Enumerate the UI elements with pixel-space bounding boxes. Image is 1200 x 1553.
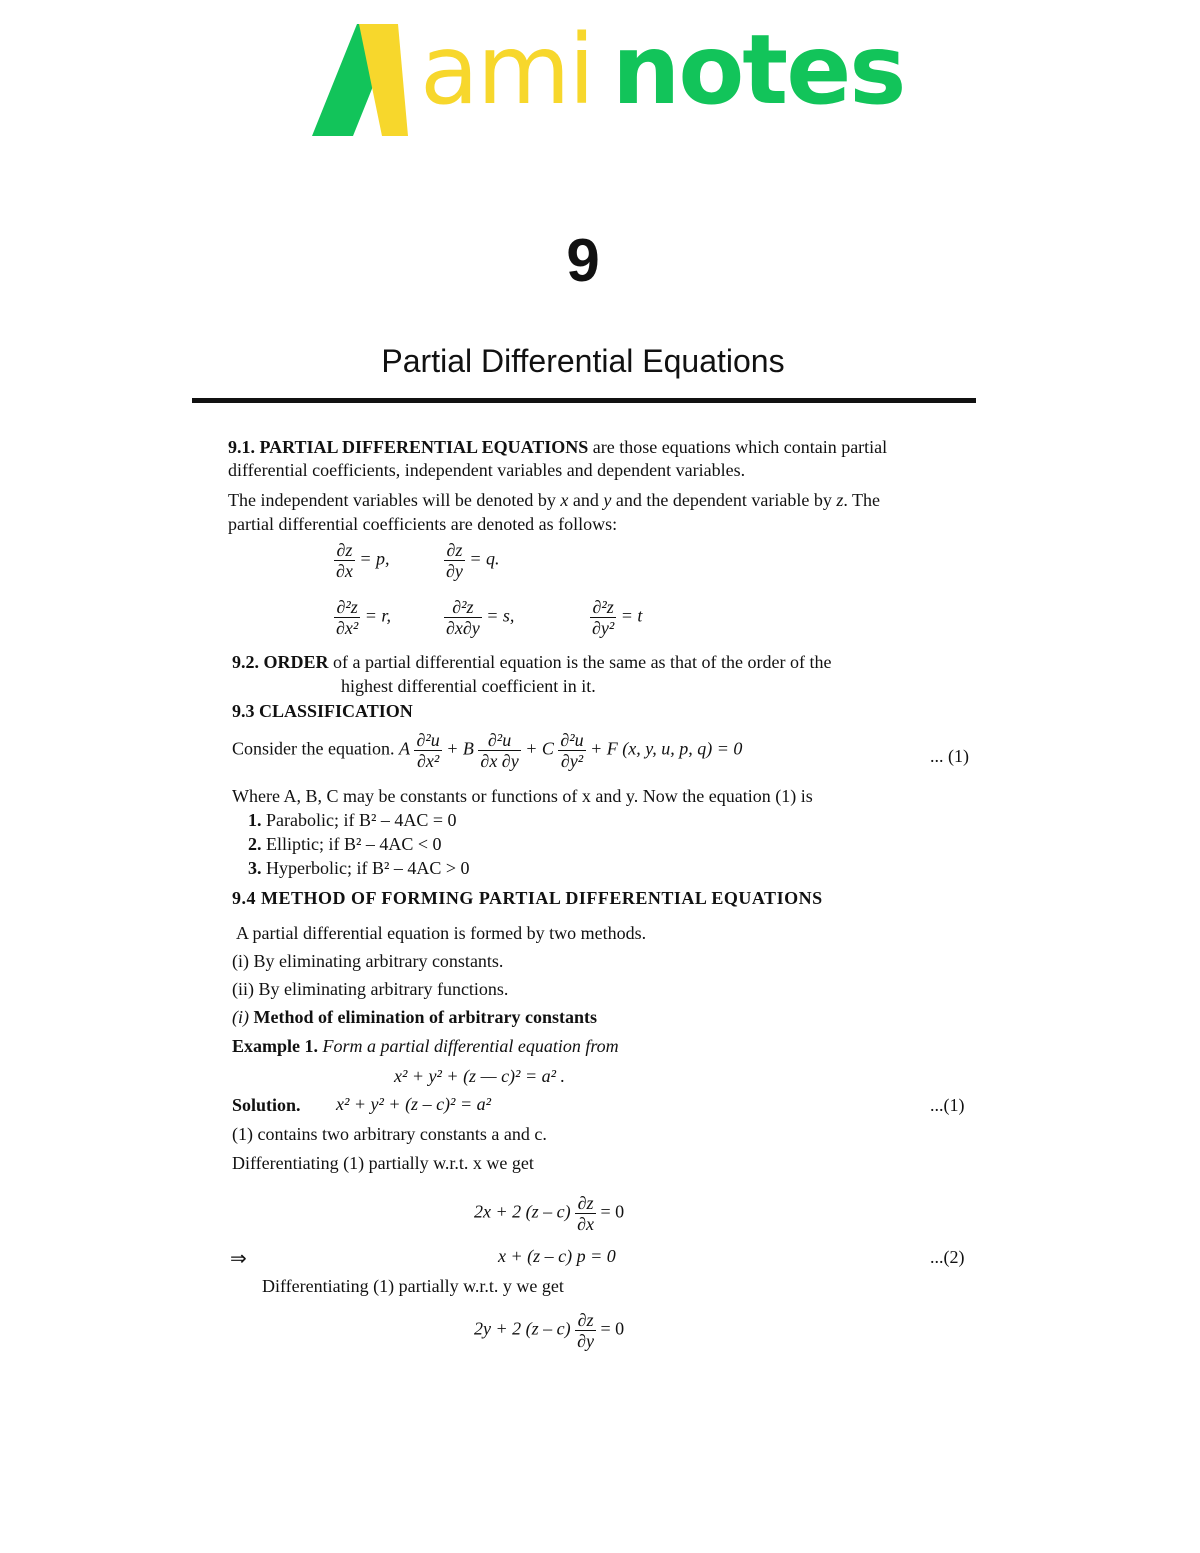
- s91-line2: differential coefficients, independent variables and dependent variables.: [228, 460, 746, 480]
- title-divider: [192, 398, 976, 403]
- diff-x-line: Differentiating (1) partially w.r.t. x we get: [232, 1153, 534, 1173]
- eq1-number: ... (1): [930, 746, 969, 766]
- diff-y-line: Differentiating (1) partially w.r.t. y we get: [262, 1276, 564, 1296]
- equation-2-number: ...(2): [930, 1247, 965, 1267]
- s91-text1: are those equations which contain partial: [588, 437, 888, 457]
- solution-label: Solution.: [232, 1095, 301, 1115]
- s94-intro: A partial differential equation is formed by two methods.: [236, 923, 647, 943]
- s94-method-1: (i) By eliminating arbitrary constants.: [232, 951, 504, 971]
- s91-line1: [228, 436, 887, 458]
- implies-icon: ⇒: [230, 1248, 247, 1270]
- solution-equation: x² + y² + (z – c)² = a²: [336, 1094, 491, 1114]
- s93-where: Where A, B, C may be constants or functions of x and y. Now the equation (1) is: [232, 786, 813, 806]
- coeff-s: $\frac{\text{∂²z}}{\partial x\partial y}$ = s,: [446, 597, 515, 638]
- s91-line3: The independent variables will be denoted by x and y and the dependent variable by z. The: [228, 490, 881, 510]
- s92-line2: highest differential coefficient in it.: [341, 676, 596, 696]
- coeff-t: $\frac{\text{∂²z}}{\text{∂y²}}$ = t: [592, 597, 643, 638]
- class-item-3: 3. Hyperbolic; if B² – 4AC > 0: [248, 858, 470, 878]
- contains-line: (1) contains two arbitrary constants a and c.: [232, 1124, 547, 1144]
- dz-dy-equation: 2y + 2 (z – c) $\frac{\partial z}{\partial y}$ = 0: [474, 1310, 625, 1351]
- chapter-number: 9: [566, 227, 600, 294]
- s91-line4: partial differential coefficients are denoted as follows:: [228, 514, 618, 534]
- classification-equation: Consider the equation. A $\frac{\text{∂²u}}{\text{∂x²}}$ + B $\frac{\text{∂²u}}{\partial x \partial y}$ + C $\frac{\text{∂²u}}{\text{∂y²}}$ + F (x, y, u, p, q) = 0: [232, 730, 743, 771]
- dz-dx-equation: 2x + 2 (z – c) $\frac{\partial z}{\partial x}$ = 0: [474, 1193, 625, 1234]
- s94-heading: 9.4 METHOD OF FORMING PARTIAL DIFFERENTIAL EQUATIONS: [232, 888, 823, 908]
- class-item-1: 1. Parabolic; if B² – 4AC = 0: [248, 810, 457, 830]
- example-equation: x² + y² + (z — c)² = a² .: [394, 1066, 565, 1086]
- coeff-r: $\frac{\text{∂²z}}{\text{∂x²}}$ = r,: [336, 597, 391, 638]
- equation-2: x + (z – c) p = 0: [498, 1246, 616, 1266]
- solution-eq-number: ...(1): [930, 1095, 965, 1115]
- s94-subheading: (i) Method of elimination of arbitrary constants: [232, 1007, 597, 1027]
- logo-ami: ami: [420, 14, 594, 126]
- example-1: Example 1. Form a partial differential equation from: [232, 1036, 619, 1056]
- s92-line1: 9.2. ORDER of a partial differential equation is the same as that of the order of the: [232, 652, 832, 672]
- coeff-p: $\frac{\partial z}{\partial x}$ = p,: [336, 540, 390, 581]
- s91-heading: 9.1. PARTIAL DIFFERENTIAL EQUATIONS: [228, 437, 589, 457]
- s94-method-2: (ii) By eliminating arbitrary functions.: [232, 979, 509, 999]
- class-item-2: 2. Elliptic; if B² – 4AC < 0: [248, 834, 442, 854]
- s92-heading: 9.2. ORDER: [232, 652, 329, 672]
- logo: [312, 14, 905, 134]
- coeff-q: $\frac{\partial z}{\partial y}$ = q.: [446, 540, 500, 581]
- logo-notes: notes: [612, 14, 905, 126]
- s93-heading: 9.3 CLASSIFICATION: [232, 701, 413, 721]
- chapter-title: Partial Differential Equations: [381, 343, 785, 379]
- logo-a-icon: [312, 24, 412, 144]
